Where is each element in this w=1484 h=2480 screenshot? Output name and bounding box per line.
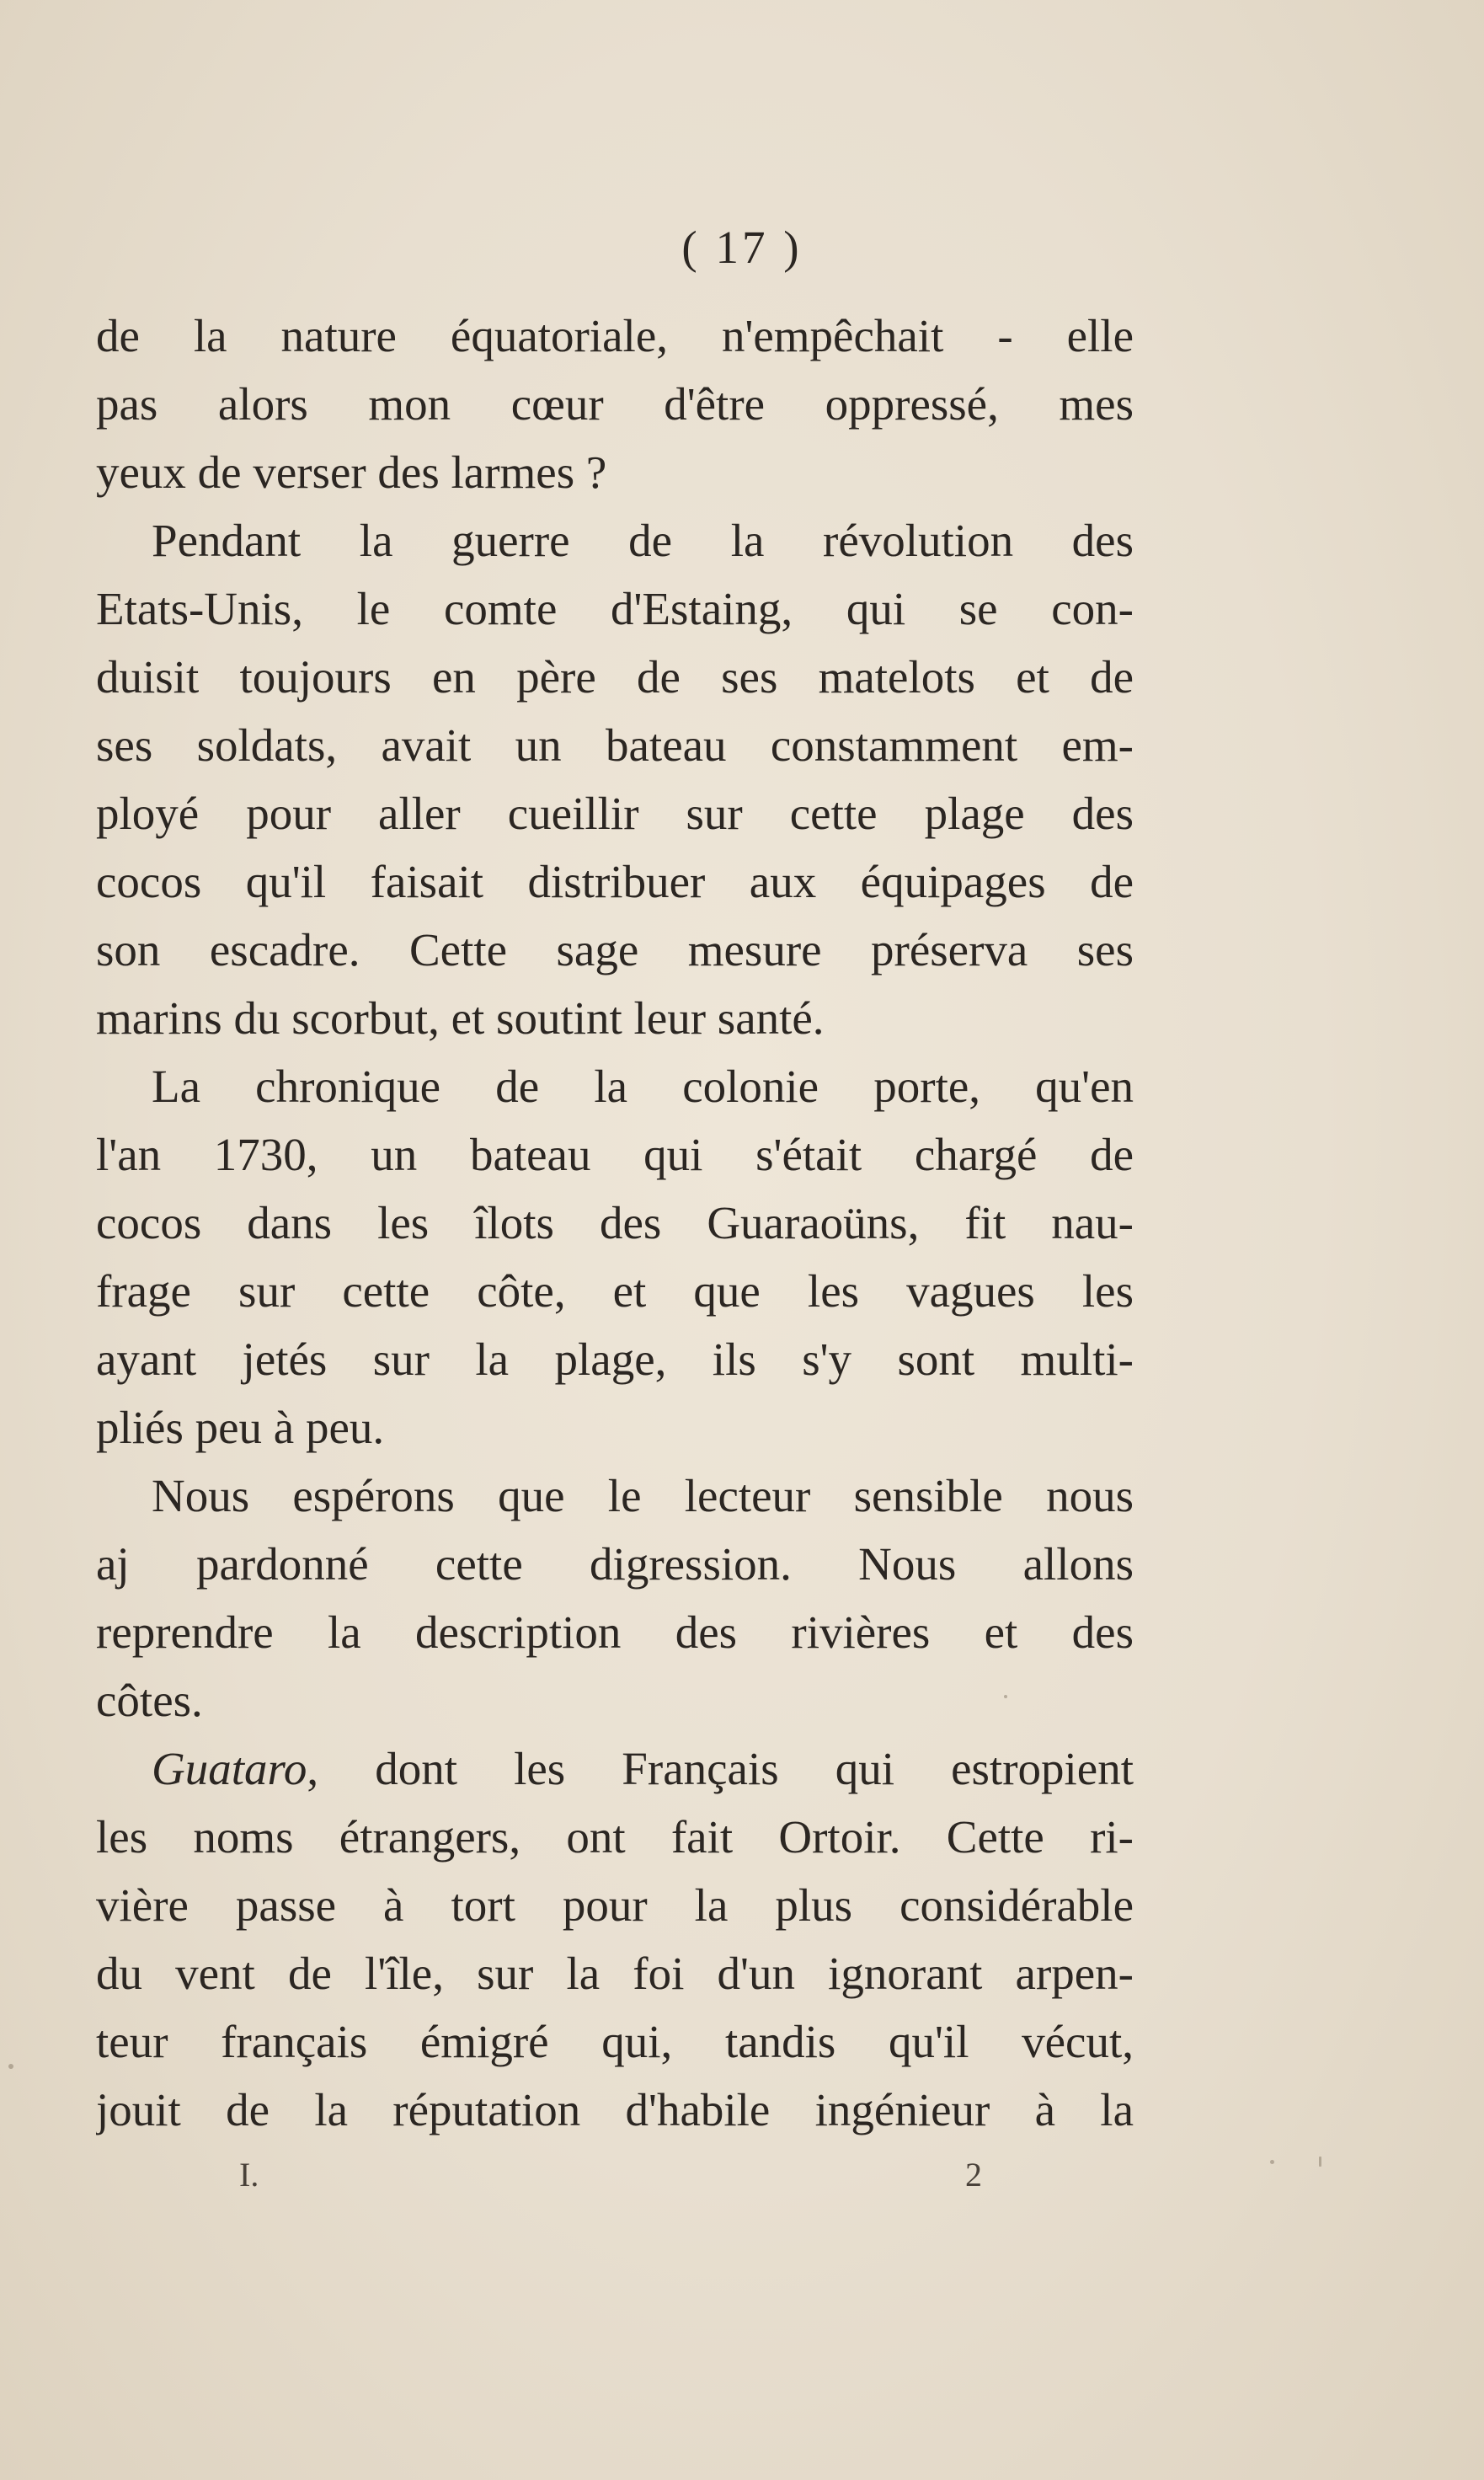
text-line: pliés peu à peu. — [96, 1402, 385, 1453]
text-line: Nous espérons que le lecteur sensible nous — [152, 1470, 1134, 1521]
text-line: vière passe à tort pour la plus considérable — [96, 1879, 1134, 1931]
text-line: côtes. — [96, 1675, 203, 1726]
text-line: Etats-Unis, le comte d'Estaing, qui se con- — [96, 583, 1134, 634]
text-line: cocos qu'il faisait distribuer aux équipages de — [96, 856, 1134, 907]
text-line — [96, 1734, 1134, 1803]
text-line: aj pardonné cette digression. Nous allons — [96, 1538, 1134, 1590]
text-line: du vent de l'île, sur la foi d'un ignorant arpen- — [96, 1948, 1134, 1999]
paper-speck — [1319, 2157, 1321, 2167]
text-line: de la nature équatoriale, n'empêchait - elle — [96, 310, 1134, 361]
text-line: ayant jetés sur la plage, ils s'y sont multi- — [96, 1334, 1134, 1385]
text-line: pas alors mon cœur d'être oppressé, mes — [96, 378, 1134, 430]
italic-river-name: Guataro — [152, 1743, 307, 1794]
text-line: Pendant la guerre de la révolution des — [152, 515, 1134, 566]
text-line: teur français émigré qui, tandis qu'il vécut, — [96, 2016, 1134, 2067]
text-line: La chronique de la colonie porte, qu'en — [152, 1061, 1134, 1112]
text-line: frage sur cette côte, et que les vagues les — [96, 1265, 1134, 1317]
text-line: l'an 1730, un bateau qui s'était chargé de — [96, 1129, 1134, 1180]
paper-speck — [8, 2064, 13, 2069]
text-line: les noms étrangers, ont fait Ortoir. Cette ri- — [96, 1811, 1134, 1863]
text-line: yeux de verser des larmes ? — [96, 446, 607, 498]
text-line: son escadre. Cette sage mesure préserva ses — [96, 924, 1134, 975]
text-line: reprendre la description des rivières et des — [96, 1606, 1134, 1658]
text-line: jouit de la réputation d'habile ingénieur à la — [96, 2084, 1134, 2135]
paper-speck — [1270, 2160, 1274, 2164]
text-line: ployé pour aller cueillir sur cette plage des — [96, 788, 1134, 839]
signature-mark-right: 2 — [965, 2156, 982, 2194]
text-line: marins du scorbut, et soutint leur santé. — [96, 992, 825, 1044]
text-line-rest: , dont les Français qui estropient — [307, 1743, 1134, 1794]
text-line: cocos dans les îlots des Guaraoüns, fit nau- — [96, 1197, 1134, 1248]
body-text — [96, 302, 1134, 2144]
text-line: ses soldats, avait un bateau constamment em- — [96, 719, 1134, 771]
page-number: ( 17 ) — [681, 222, 803, 273]
signature-mark-left: I. — [239, 2156, 259, 2194]
text-line: duisit toujours en père de ses matelots et de — [96, 651, 1134, 703]
